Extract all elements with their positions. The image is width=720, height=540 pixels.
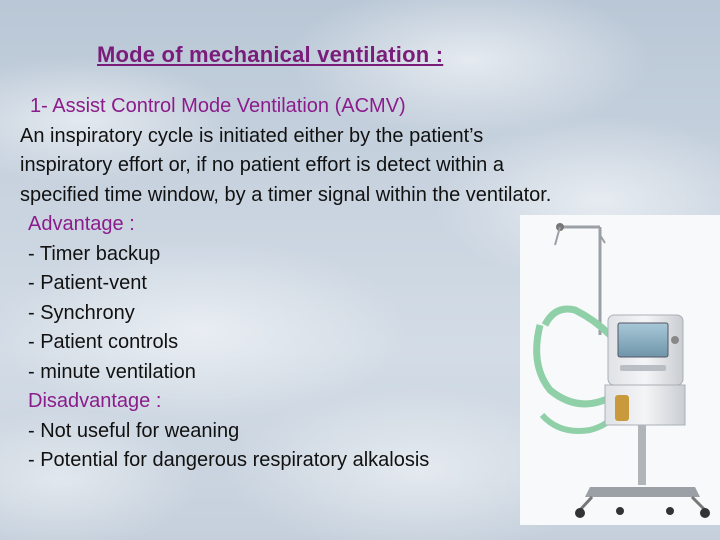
disadvantage-item: - Not useful for weaning <box>28 419 240 442</box>
advantage-item: - Patient controls <box>28 331 179 353</box>
disadvantage-heading: Disadvantage : <box>28 390 162 412</box>
slide-title: Mode of mechanical ventilation : <box>97 42 444 67</box>
advantage-item: - Patient-vent <box>28 272 147 294</box>
description-line-3: specified time window, by a timer signal within the ventilator. <box>20 183 552 206</box>
description-line-1: An inspiratory cycle is initiated either by the patient’s <box>20 124 484 147</box>
description-line-2: inspiratory effort or, if no patient effort is detect within a <box>20 154 504 176</box>
ventilator-illustration <box>520 215 720 525</box>
advantage-item: - minute ventilation <box>28 360 196 383</box>
ventilator-image <box>520 215 720 525</box>
advantage-heading: Advantage : <box>28 213 135 235</box>
disadvantage-item: - Potential for dangerous respiratory alkalosis <box>28 449 430 471</box>
mode-heading: 1- Assist Control Mode Ventilation (ACMV) <box>30 95 406 117</box>
advantage-item: - Timer backup <box>28 242 161 265</box>
advantage-item: - Synchrony <box>28 301 135 324</box>
